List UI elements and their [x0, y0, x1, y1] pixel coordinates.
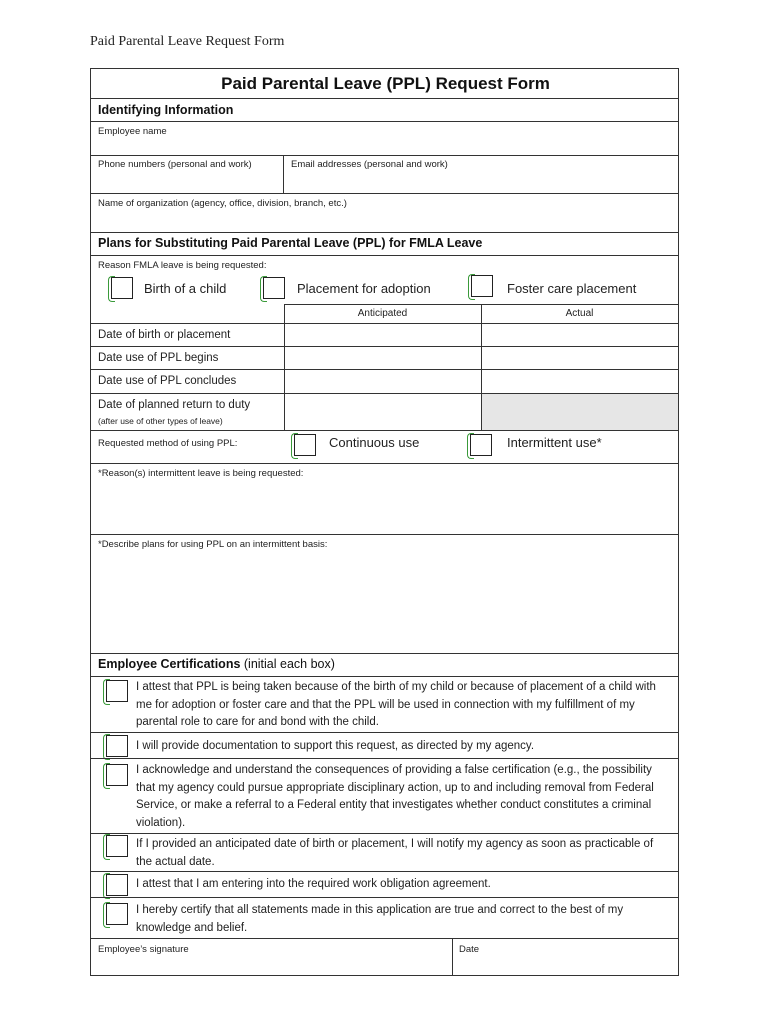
ppl-request-form — [90, 68, 679, 976]
divider — [91, 369, 678, 370]
ppl-concludes-label: Date use of PPL concludes — [98, 375, 237, 387]
divider — [91, 676, 678, 677]
intermittent-use-checkbox[interactable] — [470, 434, 492, 456]
divider — [91, 323, 678, 324]
date-birth-label: Date of birth or placement — [98, 329, 231, 341]
intermittent-use-label: Intermittent use* — [507, 435, 602, 450]
cert-4-checkbox[interactable] — [106, 835, 128, 857]
describe-plans-field[interactable] — [92, 552, 677, 652]
ppl-begins-anticipated-field[interactable] — [286, 348, 480, 368]
divider — [91, 98, 678, 99]
placement-adoption-label: Placement for adoption — [297, 281, 431, 296]
divider — [91, 232, 678, 233]
divider — [91, 193, 678, 194]
divider — [91, 430, 678, 431]
date-label: Date — [459, 944, 480, 955]
date-birth-anticipated-field[interactable] — [286, 325, 480, 345]
plans-heading: Plans for Substituting Paid Parental Leave (PPL) for FMLA Leave — [98, 236, 483, 250]
divider — [91, 463, 678, 464]
continuous-use-checkbox[interactable] — [294, 434, 316, 456]
email-field[interactable] — [285, 172, 677, 192]
ppl-concludes-anticipated-field[interactable] — [286, 371, 480, 391]
continuous-use-label: Continuous use — [329, 435, 420, 450]
cert-2-checkbox[interactable] — [106, 735, 128, 757]
birth-of-child-label: Birth of a child — [144, 281, 227, 296]
birth-of-child-checkbox[interactable] — [111, 277, 133, 299]
cert-3-text: I acknowledge and understand the consequences of providing a false certification (e.g., the possibility that my agency could pursue appropriate disciplinary action, up to and including removal from Federal Service, or make a referral to a Federal entity that investigates whether conduct constitutes a criminal violation). — [136, 764, 654, 829]
organization-field[interactable] — [92, 211, 677, 231]
date-birth-actual-field[interactable] — [483, 325, 677, 345]
employee-name-field[interactable] — [92, 139, 677, 154]
cert-3-checkbox[interactable] — [106, 764, 128, 786]
divider — [91, 121, 678, 122]
describe-plans-label: *Describe plans for using PPL on an intermittent basis: — [98, 539, 328, 550]
cert-5-text: I attest that I am entering into the required work obligation agreement. — [136, 878, 491, 890]
reason-label: Reason FMLA leave is being requested: — [98, 260, 267, 271]
anticipated-header: Anticipated — [357, 308, 408, 319]
return-duty-note: (after use of other types of leave) — [98, 416, 223, 426]
divider — [91, 897, 678, 898]
signature-label: Employee’s signature — [98, 944, 189, 955]
divider — [91, 833, 678, 834]
reason-intermittent-label: *Reason(s) intermittent leave is being requested: — [98, 468, 304, 479]
reason-intermittent-field[interactable] — [92, 481, 677, 533]
cert-1-checkbox[interactable] — [106, 680, 128, 702]
cert-1-text: I attest that PPL is being taken because of the birth of my child or because of placement of a child with me for adoption or foster care and that the PPL will be used in connection with my fulfillment of my parental role to care for and bond with the child. — [136, 681, 656, 728]
ppl-begins-actual-field[interactable] — [483, 348, 677, 368]
method-label: Requested method of using PPL: — [98, 438, 238, 449]
date-field[interactable] — [454, 957, 676, 974]
divider — [91, 871, 678, 872]
divider — [452, 938, 453, 975]
divider — [91, 155, 678, 156]
organization-label: Name of organization (agency, office, division, branch, etc.) — [98, 198, 347, 209]
signature-field[interactable] — [92, 957, 450, 974]
email-label: Email addresses (personal and work) — [291, 159, 448, 170]
actual-header: Actual — [565, 308, 594, 319]
foster-care-checkbox[interactable] — [471, 275, 493, 297]
placement-adoption-checkbox[interactable] — [263, 277, 285, 299]
divider — [91, 346, 678, 347]
return-duty-label: Date of planned return to duty — [98, 399, 251, 411]
divider — [91, 732, 678, 733]
employee-name-label: Employee name — [98, 126, 167, 137]
cert-5-checkbox[interactable] — [106, 874, 128, 896]
ppl-concludes-actual-field[interactable] — [483, 371, 677, 391]
cert-2-text: I will provide documentation to support this request, as directed by my agency. — [136, 740, 535, 752]
certifications-heading: Employee Certifications — [98, 657, 241, 671]
ppl-begins-label: Date use of PPL begins — [98, 352, 219, 364]
certifications-note: (initial each box) — [243, 657, 335, 671]
divider — [91, 534, 678, 535]
divider — [91, 255, 678, 256]
foster-care-label: Foster care placement — [507, 281, 637, 296]
divider — [91, 938, 678, 939]
cert-4-text: If I provided an anticipated date of birth or placement, I will notify my agency as soon as practicable of the actual date. — [136, 838, 654, 868]
cert-6-checkbox[interactable] — [106, 903, 128, 925]
phone-label: Phone numbers (personal and work) — [98, 159, 252, 170]
identifying-heading: Identifying Information — [98, 103, 234, 117]
divider — [91, 653, 678, 654]
divider — [283, 155, 284, 193]
form-title: Paid Parental Leave (PPL) Request Form — [221, 74, 550, 93]
certifications-heading-row — [98, 657, 335, 671]
page-header: Paid Parental Leave Request Form — [90, 34, 285, 49]
actual-return-shaded-cell — [482, 394, 678, 430]
divider — [91, 758, 678, 759]
cert-6-text: I hereby certify that all statements made in this application are true and correct to the best of my knowledge and belief. — [136, 904, 624, 934]
return-duty-anticipated-field[interactable] — [286, 395, 480, 429]
phone-field[interactable] — [92, 172, 282, 192]
